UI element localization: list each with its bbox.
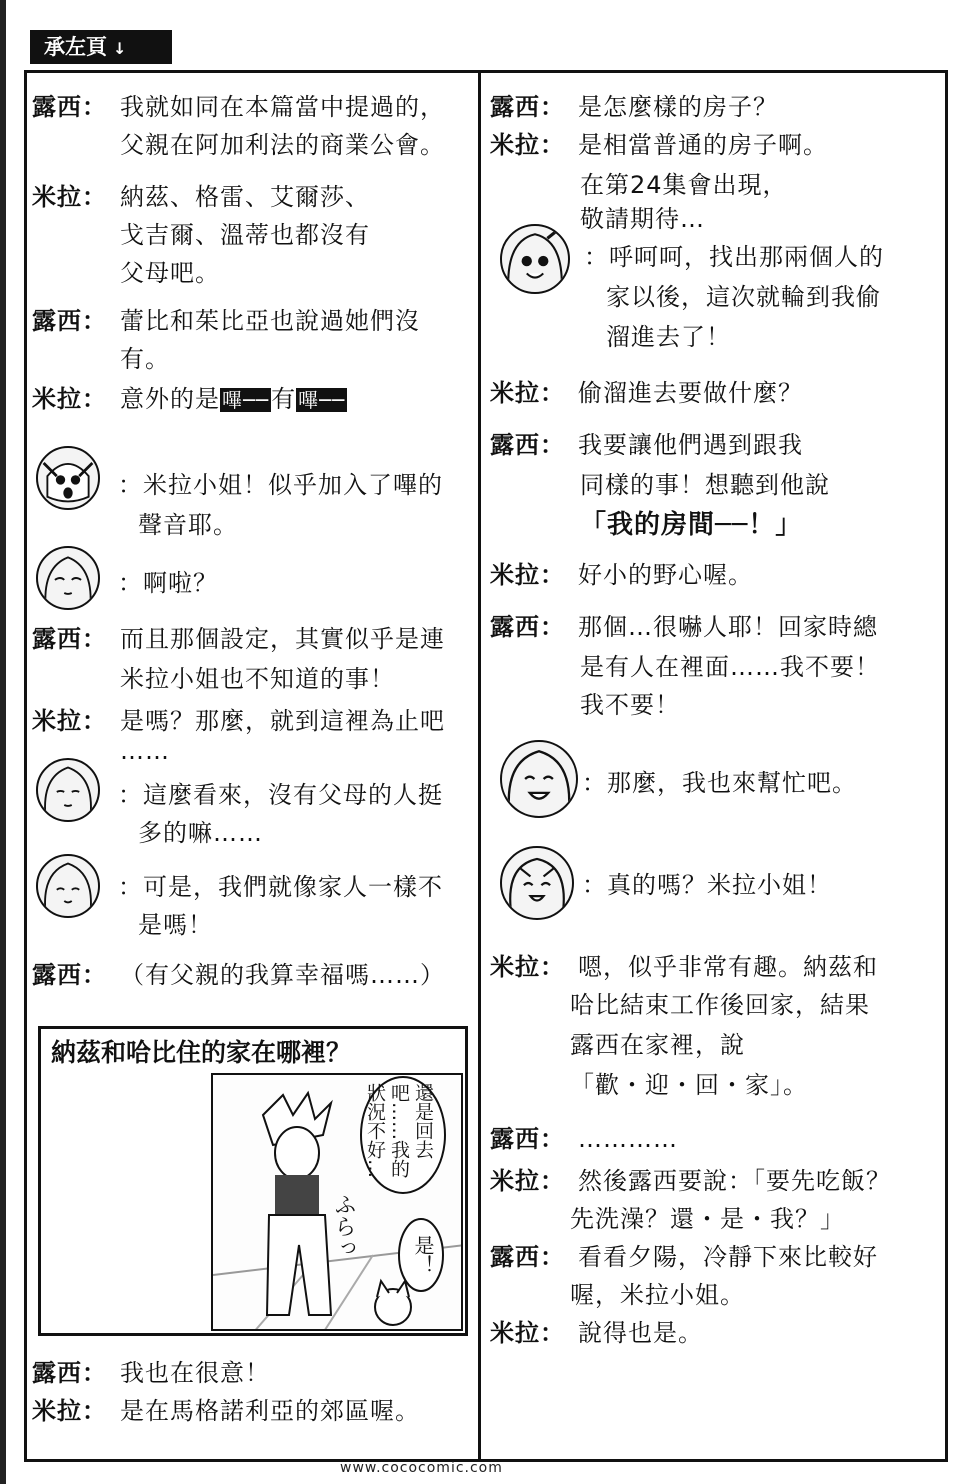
dialogue-text: ：真的嗎？米拉小姐！	[582, 871, 832, 899]
speaker-label: 露西：	[32, 625, 107, 653]
dialogue-line	[570, 1026, 930, 1064]
down-arrow-icon: ↓	[113, 39, 127, 58]
dialogue-text: 是嗎！	[138, 911, 213, 939]
manga-panel-illustration	[211, 1073, 463, 1331]
speaker-label: 米拉：	[490, 131, 565, 159]
dialogue-text: ：啊啦？	[118, 569, 218, 597]
dialogue-line	[118, 868, 472, 906]
dialogue-text: ：可是，我們就像家人一樣不	[118, 873, 443, 901]
dialogue-text: 意外的是	[120, 385, 220, 413]
dialogue-line	[118, 466, 472, 504]
character-face-icon	[36, 546, 100, 610]
dialogue-line	[584, 238, 930, 276]
dialogue-line	[490, 126, 930, 164]
dialogue-text: 家以後，這次就輪到我偷	[606, 283, 881, 311]
character-face-icon	[500, 846, 574, 920]
dialogue-text: 是怎麼樣的房子？	[578, 93, 778, 121]
dialogue-text: ：這麼看來，沒有父母的人挺	[118, 781, 443, 809]
dialogue-text: 溜進去了！	[606, 323, 731, 351]
dialogue-line	[32, 1354, 472, 1392]
dialogue-line	[570, 1066, 930, 1104]
dialogue-text: 我就如同在本篇當中提過的，	[120, 93, 445, 121]
dialogue-line	[118, 776, 472, 814]
dialogue-line	[580, 506, 930, 544]
dialogue-line	[490, 556, 930, 594]
bleep-censor: 嗶──	[222, 388, 270, 412]
dialogue-text: 有	[271, 385, 297, 413]
watermark-url: www.cococomic.com	[340, 1460, 503, 1476]
dialogue-line	[32, 126, 472, 164]
dialogue-line	[490, 1314, 930, 1352]
dialogue-line	[32, 620, 472, 658]
dialogue-text: ：呼呵呵，找出那兩個人的	[584, 243, 884, 271]
character-face-icon	[36, 446, 100, 510]
dialogue-text: ……	[120, 737, 170, 765]
dialogue-line	[582, 764, 930, 802]
speaker-label: 露西：	[490, 93, 565, 121]
sound-effect-text: ふらっ	[331, 1193, 356, 1259]
dialogue-text: 敬請期待…	[580, 205, 705, 233]
dialogue-line	[490, 1162, 930, 1200]
continued-from-left-tab	[30, 30, 172, 64]
dialogue-text: 而且那個設定，其實似乎是連	[120, 625, 445, 653]
speaker-label: 露西：	[32, 961, 107, 989]
dialogue-line	[580, 166, 930, 204]
speaker-label: 米拉：	[490, 379, 565, 407]
speaker-label: 露西：	[32, 307, 107, 335]
dialogue-text: 父母吧。	[120, 259, 220, 287]
dialogue-line	[32, 340, 472, 378]
dialogue-text: 那個…很嚇人耶！回家時總	[578, 613, 878, 641]
emphasized-quote: 「我的房間──！」	[580, 510, 803, 540]
character-face-icon	[36, 758, 100, 822]
dialogue-text: ：米拉小姐！似乎加入了嗶的	[118, 471, 443, 499]
speaker-label: 米拉：	[490, 953, 565, 981]
dialogue-line	[118, 564, 472, 602]
dialogue-line	[138, 906, 472, 944]
dialogue-text: 米拉小姐也不知道的事！	[120, 665, 395, 693]
dialogue-line	[32, 956, 472, 994]
dialogue-line	[580, 686, 930, 724]
dialogue-text: 納茲、格雷、艾爾莎、	[120, 183, 370, 211]
speaker-label: 米拉：	[32, 1397, 107, 1425]
dialogue-text: 有。	[120, 345, 170, 373]
dialogue-line	[490, 374, 930, 412]
column-divider	[478, 73, 481, 1459]
speech-bubble-text: 是！	[411, 1235, 435, 1275]
speaker-label: 露西：	[490, 1243, 565, 1271]
question-box	[38, 1026, 468, 1336]
dialogue-line	[490, 1238, 930, 1276]
dialogue-text: ：那麼，我也來幫忙吧。	[582, 769, 857, 797]
speaker-label: 米拉：	[32, 183, 107, 211]
dialogue-text: 是相當普通的房子啊。	[578, 131, 828, 159]
speaker-label: 露西：	[490, 613, 565, 641]
dialogue-text: 是在馬格諾利亞的郊區喔。	[120, 1397, 420, 1425]
dialogue-text: 我要讓他們遇到跟我	[578, 431, 803, 459]
dialogue-line	[138, 814, 472, 852]
speaker-label: 米拉：	[32, 385, 107, 413]
character-face-icon	[500, 224, 570, 294]
dialogue-line	[580, 200, 930, 238]
dialogue-line	[570, 1200, 930, 1238]
speech-bubble-text: 還是回去吧……我的狀況不好…	[364, 1083, 434, 1178]
character-face-icon	[36, 854, 100, 918]
dialogue-line	[490, 948, 930, 986]
dialogue-text: 哈比結束工作後回家，結果	[570, 991, 870, 1019]
dialogue-text: 偷溜進去要做什麼？	[578, 379, 803, 407]
dialogue-text: 我也在很意！	[120, 1359, 270, 1387]
dialogue-text: 我不要！	[580, 691, 680, 719]
dialogue-line	[580, 466, 930, 504]
dialogue-text: 先洗澡？還・是・我？」	[570, 1205, 845, 1233]
dialogue-text: 聲音耶。	[138, 511, 238, 539]
speaker-label: 米拉：	[490, 1319, 565, 1347]
dialogue-line	[580, 648, 930, 686]
bleep-censor: 嗶──	[298, 388, 346, 412]
dialogue-text: 看看夕陽，冷靜下來比較好	[578, 1243, 878, 1271]
dialogue-text: 嗯，似乎非常有趣。納茲和	[578, 953, 878, 981]
dialogue-line	[32, 380, 472, 419]
tab-label: 承左頁	[44, 35, 107, 59]
dialogue-line	[570, 1276, 930, 1314]
dialogue-text: （有父親的我算幸福嗎……）	[120, 961, 445, 989]
dialogue-text: 蕾比和茱比亞也說過她們沒	[120, 307, 420, 335]
dialogue-line	[582, 866, 930, 904]
speaker-label: 米拉：	[490, 1167, 565, 1195]
dialogue-text: 然後露西要說：「要先吃飯？	[578, 1167, 891, 1195]
dialogue-line	[606, 278, 930, 316]
dialogue-text: 喔，米拉小姐。	[570, 1281, 745, 1309]
dialogue-text: 多的嘛……	[138, 819, 263, 847]
dialogue-line	[490, 1120, 930, 1158]
dialogue-text: 戈吉爾、溫蒂也都沒有	[120, 221, 370, 249]
dialogue-text: 「歡・迎・回・家」。	[570, 1071, 808, 1099]
speaker-label: 露西：	[32, 1359, 107, 1387]
dialogue-line	[32, 178, 472, 216]
dialogue-text: 是有人在裡面……我不要！	[580, 653, 880, 681]
dialogue-line	[32, 254, 472, 292]
dialogue-line	[490, 608, 930, 646]
dialogue-text: 在第24集會出現，	[580, 171, 788, 199]
speaker-label: 米拉：	[490, 561, 565, 589]
character-face-icon	[500, 740, 578, 818]
dialogue-text: 說得也是。	[578, 1319, 703, 1347]
dialogue-line	[32, 660, 472, 698]
dialogue-text: 是嗎？那麼，就到這裡為止吧	[120, 707, 445, 735]
dialogue-line	[490, 426, 930, 464]
dialogue-text: 父親在阿加利法的商業公會。	[120, 131, 445, 159]
dialogue-line	[32, 88, 472, 126]
dialogue-text: 露西在家裡，說	[570, 1031, 745, 1059]
speaker-label: 露西：	[490, 431, 565, 459]
dialogue-text: …………	[578, 1125, 678, 1153]
dialogue-line	[32, 1392, 472, 1430]
book-spine	[0, 0, 6, 1484]
dialogue-line	[490, 88, 930, 126]
dialogue-line	[138, 506, 472, 544]
speaker-label: 米拉：	[32, 707, 107, 735]
dialogue-line	[32, 216, 472, 254]
dialogue-line	[606, 318, 930, 356]
dialogue-text: 好小的野心喔。	[578, 561, 753, 589]
dialogue-line	[570, 986, 930, 1024]
box-title: 納茲和哈比住的家在哪裡？	[51, 1038, 352, 1067]
dialogue-text: 同樣的事！想聽到他說	[580, 471, 830, 499]
speaker-label: 露西：	[32, 93, 107, 121]
dialogue-line	[32, 732, 472, 770]
dialogue-line	[32, 302, 472, 340]
speaker-label: 露西：	[490, 1125, 565, 1153]
